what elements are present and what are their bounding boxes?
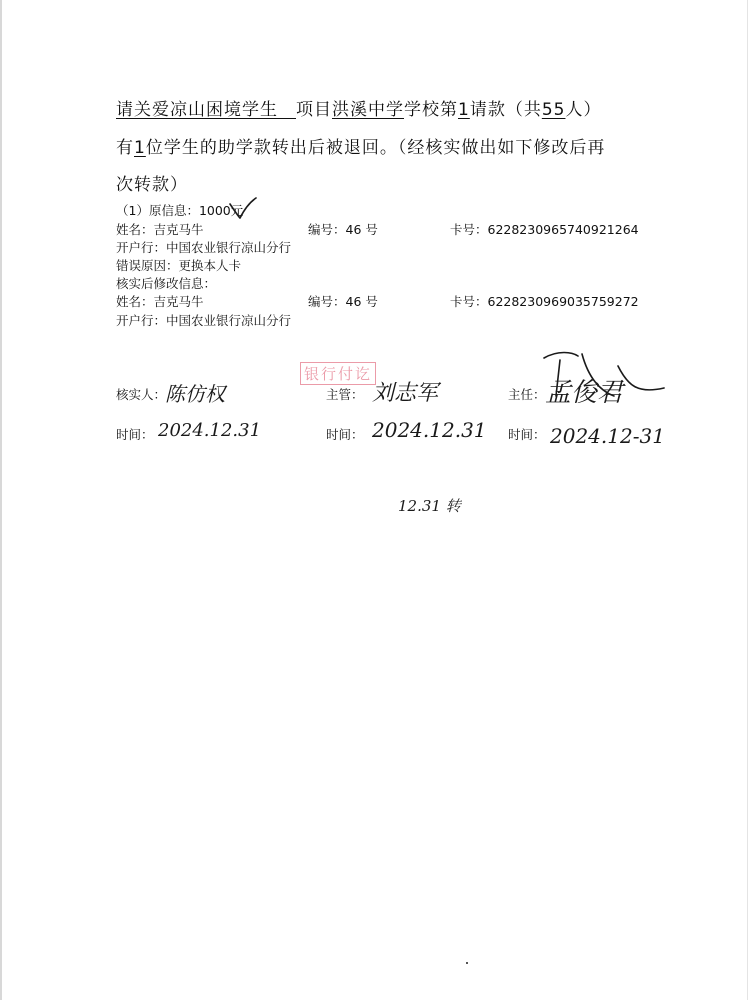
- checkmark-icon: [228, 196, 258, 222]
- request-line-3: 次转款）: [116, 175, 188, 195]
- original-bank: 开户行：中国农业银行凉山分行: [116, 240, 292, 255]
- school-name: 洪溪中学: [332, 100, 404, 120]
- verifier-label: 核实人：: [116, 387, 167, 402]
- supervisor-label: 主管：: [326, 387, 364, 402]
- original-number: 编号：46 号: [308, 222, 378, 237]
- original-name: 姓名：吉克马牛: [116, 222, 204, 237]
- handwritten-note: 12.31 转: [398, 497, 461, 515]
- returned-count: 1: [134, 138, 146, 158]
- verifier-date: 2024.12.31: [158, 420, 262, 441]
- original-header: （1）原信息：1000元: [116, 203, 244, 218]
- has-label: 有: [116, 138, 134, 158]
- director-date: 2024.12-31: [550, 424, 665, 448]
- director-signature: 孟俊君: [545, 378, 624, 408]
- verifier-time-label: 时间：: [116, 427, 154, 442]
- request-label: 请款（共: [469, 100, 542, 120]
- original-card: 卡号：6228230965740921264: [450, 222, 639, 237]
- corrected-number: 编号：46 号: [308, 294, 378, 309]
- people-label: 人）: [565, 100, 602, 120]
- scan-speck: [466, 962, 468, 964]
- title-text: 请关爱凉山困境学生: [116, 100, 278, 120]
- director-time-label: 时间：: [508, 427, 546, 442]
- supervisor-signature: 刘志军: [372, 381, 439, 406]
- director-signature-flourish: [538, 346, 668, 406]
- corrected-header: 核实后修改信息：: [116, 276, 217, 291]
- scan-edge-right: [747, 0, 748, 1000]
- scan-edge-left: [0, 0, 2, 1000]
- title-blank: [278, 100, 296, 120]
- request-line-2: [116, 133, 605, 158]
- corrected-name: 姓名：吉克马牛: [116, 294, 204, 309]
- corrected-bank: 开户行：中国农业银行凉山分行: [116, 313, 292, 328]
- verifier-signature: 陈仿权: [165, 382, 225, 406]
- director-label: 主任：: [508, 387, 546, 402]
- returned-text: 位学生的助学款转出后被退回。（经核实做出如下修改后再: [145, 138, 606, 158]
- error-reason: 错误原因：更换本人卡: [116, 258, 242, 273]
- school-label: 学校第: [404, 100, 458, 120]
- total-count: 55: [541, 100, 566, 120]
- bank-paid-stamp: 银行付讫: [300, 362, 376, 385]
- supervisor-time-label: 时间：: [326, 427, 364, 442]
- supervisor-date: 2024.12.31: [372, 418, 487, 442]
- request-line-1: [116, 95, 601, 120]
- project-label: 项目: [296, 100, 332, 120]
- corrected-card: 卡号：6228230969035759272: [450, 294, 639, 309]
- batch-number: 1: [458, 100, 470, 120]
